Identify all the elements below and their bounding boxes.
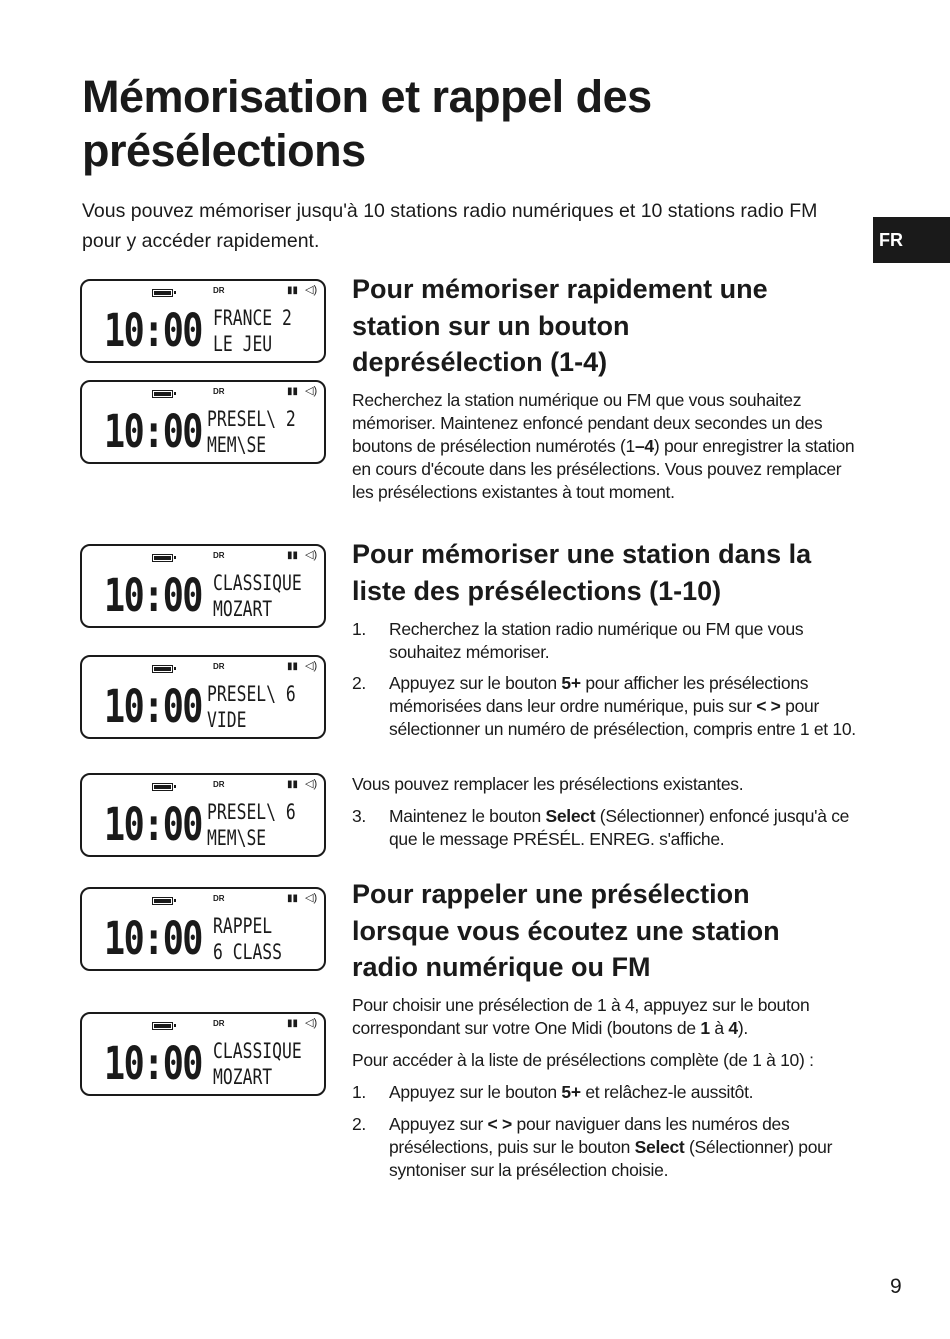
display-line-2: VIDE — [207, 708, 247, 732]
display-time: 10:00 — [104, 569, 202, 622]
intro-paragraph: Vous pouvez mémoriser jusqu'à 10 stations radio numériques et 10 stations radio FM pour y accéder rapidement. — [82, 200, 818, 252]
signal-icon: ▮▮ — [287, 661, 299, 672]
display-time: 10:00 — [104, 798, 202, 851]
speaker-icon: ◁) — [305, 892, 318, 904]
signal-icon: ▮▮ — [287, 1018, 299, 1029]
dr-indicator: DR — [213, 780, 225, 789]
dr-indicator: DR — [213, 387, 225, 396]
display-time: 10:00 — [104, 680, 202, 733]
section-heading-recall-preset: Pour rappeler une présélection lorsque vous écoutez une station radio numérique ou FM — [352, 879, 780, 982]
battery-icon — [152, 390, 173, 398]
radio-display — [80, 380, 326, 464]
list-item: 2. Appuyez sur < > pour naviguer dans les numéros des présélections, puis sur le bouton Select (Sélectionner) pour syntoniser sur la présélection choisie. — [352, 1114, 833, 1180]
display-line-2: MEM\SE — [207, 826, 267, 850]
display-line-2: MOZART — [213, 1065, 273, 1089]
dr-indicator: DR — [213, 894, 225, 903]
language-tab: FR — [873, 217, 950, 263]
display-line-1: CLASSIQUE — [213, 1039, 302, 1063]
list-item: 2. Appuyez sur le bouton 5+ pour afficher les présélections mémorisées dans leur ordre numérique, puis sur < > pour sélectionner un numéro de présélection, compris entre 1 et 10. — [352, 673, 856, 739]
radio-display — [80, 1012, 326, 1096]
dr-indicator: DR — [213, 286, 225, 295]
signal-icon: ▮▮ — [287, 285, 299, 296]
speaker-icon: ◁) — [305, 385, 318, 397]
display-line-1: PRESEL\ 2 — [207, 407, 296, 431]
speaker-icon: ◁) — [305, 549, 318, 561]
list-item: 1. Recherchez la station radio numérique ou FM que vous souhaitez mémoriser. — [352, 619, 804, 662]
radio-display — [80, 773, 326, 857]
display-line-2: MEM\SE — [207, 433, 267, 457]
radio-display — [80, 655, 326, 739]
display-line-1: PRESEL\ 6 — [207, 682, 296, 706]
radio-display — [80, 279, 326, 363]
radio-display — [80, 887, 326, 971]
display-line-1: FRANCE 2 — [213, 306, 292, 330]
signal-icon: ▮▮ — [287, 386, 299, 397]
display-time: 10:00 — [104, 304, 202, 357]
section-heading-quick-preset: Pour mémoriser rapidement une station sur un bouton deprésélection (1-4) — [352, 274, 768, 377]
speaker-icon: ◁) — [305, 660, 318, 672]
display-line-1: PRESEL\ 6 — [207, 800, 296, 824]
speaker-icon: ◁) — [305, 778, 318, 790]
section-2-note: Vous pouvez remplacer les présélections existantes. — [352, 774, 744, 794]
speaker-icon: ◁) — [305, 284, 318, 296]
display-line-2: 6 CLASS — [213, 940, 283, 964]
display-line-1: RAPPEL — [213, 914, 273, 938]
section-1-paragraph: Recherchez la station numérique ou FM que vous souhaitez mémoriser. Maintenez enfoncé pendant deux secondes un des boutons de présélection numérotés (1–4) pour enregistrer la station en cours d'écoute dans les présélections. Vous pouvez remplacer les présélections existantes à tout moment. — [352, 390, 855, 502]
display-line-1: CLASSIQUE — [213, 571, 302, 595]
list-item: 3. Maintenez le bouton Select (Sélectionner) enfoncé jusqu'à ce que le message PRÉSÉL. ENREG. s'affiche. — [352, 806, 850, 849]
signal-icon: ▮▮ — [287, 893, 299, 904]
display-line-2: MOZART — [213, 597, 273, 621]
display-line-2: LE JEU — [213, 332, 273, 356]
section-heading-preset-list: Pour mémoriser une station dans la liste des présélections (1-10) — [352, 539, 812, 606]
page-number: 9 — [890, 1275, 902, 1298]
battery-icon — [152, 897, 173, 905]
section-3-paragraph-2: Pour accéder à la liste de présélections complète (de 1 à 10) : — [352, 1050, 814, 1070]
page-title: Mémorisation et rappel des présélections — [82, 71, 652, 176]
battery-icon — [152, 783, 173, 791]
battery-icon — [152, 1022, 173, 1030]
signal-icon: ▮▮ — [287, 550, 299, 561]
battery-icon — [152, 289, 173, 297]
list-item: 1. Appuyez sur le bouton 5+ et relâchez-le aussitôt. — [352, 1082, 754, 1102]
section-3-paragraph-1: Pour choisir une présélection de 1 à 4, appuyez sur le bouton correspondant sur votre One Midi (boutons de 1 à 4). — [352, 995, 810, 1038]
signal-icon: ▮▮ — [287, 779, 299, 790]
dr-indicator: DR — [213, 1019, 225, 1028]
display-time: 10:00 — [104, 405, 202, 458]
radio-display — [80, 544, 326, 628]
display-time: 10:00 — [104, 912, 202, 965]
battery-icon — [152, 665, 173, 673]
dr-indicator: DR — [213, 551, 225, 560]
speaker-icon: ◁) — [305, 1017, 318, 1029]
battery-icon — [152, 554, 173, 562]
dr-indicator: DR — [213, 662, 225, 671]
display-time: 10:00 — [104, 1037, 202, 1090]
